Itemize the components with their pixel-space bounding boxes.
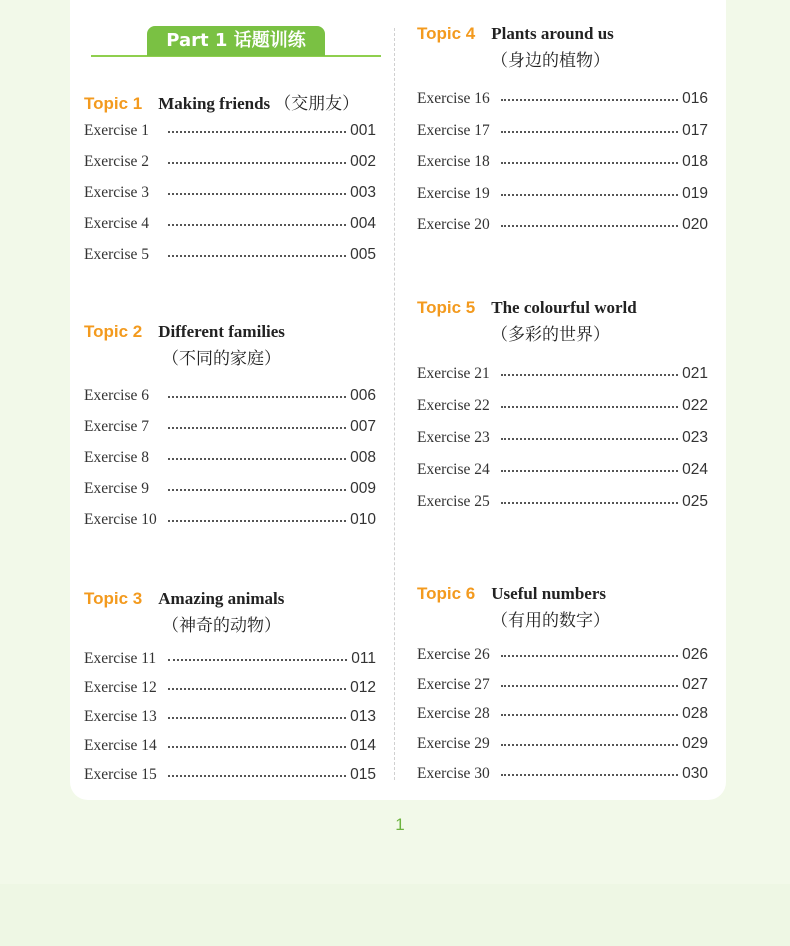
exercise-name: Exercise 26 [417,646,490,663]
topic-3-section [84,589,376,783]
exercise-page-number: 007 [350,418,376,435]
exercise-row [417,121,708,141]
exercise-page-number: 009 [350,480,376,497]
dot-leader [501,372,678,376]
exercise-row [84,121,376,141]
exercise-row [417,184,708,204]
topic-label: Topic 6 [417,584,476,603]
exercise-name: Exercise 12 [84,679,157,696]
exercise-row [84,479,376,499]
exercise-name: Exercise 2 [84,153,149,170]
exercise-page-number: 012 [350,679,376,696]
exercise-name: Exercise 1 [84,122,149,139]
topic-header [84,322,376,346]
exercise-page-number: 029 [682,735,708,753]
topic-label: Topic 1 [84,94,143,113]
dot-leader [501,500,678,504]
exercise-page-number: 013 [350,708,376,725]
topic-header [417,584,708,608]
exercise-page-number: 024 [682,461,708,478]
exercise-row [417,645,708,665]
exercise-row [84,183,376,203]
dot-leader [168,715,346,719]
dot-leader [501,468,678,472]
exercise-page-number: 016 [682,90,708,107]
exercise-row [84,214,376,234]
dot-leader [168,456,346,460]
exercise-row [84,448,376,468]
exercise-name: Exercise 14 [84,737,157,754]
exercise-name: Exercise 15 [84,766,157,783]
dot-leader [168,425,346,429]
exercise-name: Exercise 29 [417,735,490,753]
dot-leader [168,160,346,164]
exercise-page-number: 005 [350,246,376,263]
dot-leader [168,487,346,491]
topic-chinese-title: （身边的植物） [491,51,610,71]
dot-leader [501,192,678,196]
dot-leader [168,394,346,398]
exercise-row [417,428,708,448]
exercise-row [84,386,376,406]
dot-leader [501,712,678,716]
dot-leader [168,191,346,195]
exercise-name: Exercise 17 [417,121,490,139]
exercise-row [84,510,376,530]
exercise-row [417,89,708,109]
dot-leader [168,129,346,133]
exercise-name: Exercise 11 [84,650,157,667]
exercise-page-number: 017 [682,121,708,139]
dot-leader [168,657,347,661]
dot-leader [501,129,678,133]
exercise-name: Exercise 20 [417,216,490,233]
exercise-page-number: 006 [350,387,376,404]
exercise-page-number: 019 [682,184,708,202]
dot-leader [501,772,678,776]
topic-6-section [417,584,708,782]
exercise-name: Exercise 24 [417,461,490,478]
topic-chinese-title: （交朋友） [274,94,360,114]
topic-header [417,24,708,48]
exercise-name: Exercise 22 [417,397,490,414]
dot-leader [501,742,678,746]
exercise-name: Exercise 27 [417,675,490,693]
exercise-page-number: 015 [350,766,376,783]
exercise-page-number: 014 [350,737,376,754]
exercise-name: Exercise 16 [417,90,490,107]
exercise-page-number: 004 [350,215,376,232]
dot-leader [501,223,678,227]
exercise-page-number: 025 [682,493,708,510]
dot-leader [501,97,678,101]
topic-chinese-title: （多彩的世界） [491,325,610,345]
exercise-name: Exercise 18 [417,153,490,170]
exercise-page-number: 020 [682,216,708,233]
exercise-page-number: 023 [682,429,708,446]
exercise-page-number: 030 [682,764,708,782]
exercise-page-number: 027 [682,675,708,693]
dot-leader [168,518,346,522]
exercise-page-number: 021 [682,365,708,382]
topic-chinese-title: （有用的数字） [491,611,610,631]
dot-leader [501,436,678,440]
exercise-name: Exercise 21 [417,365,490,382]
exercise-row [417,215,708,235]
topic-2-section [84,322,376,528]
dot-leader [168,744,346,748]
topic-title: Plants around us [491,24,614,43]
dot-leader [501,160,678,164]
topic-title: The colourful world [491,298,637,317]
topic-title: Making friends [158,94,271,113]
topic-title: Different families [158,322,285,341]
dot-leader [501,683,678,687]
exercise-page-number: 003 [350,184,376,201]
page-number: 1 [395,815,405,834]
exercise-page-number: 018 [682,153,708,170]
exercise-row [84,765,376,785]
exercise-name: Exercise 7 [84,418,149,435]
exercise-row [417,704,708,724]
exercise-page-number: 008 [350,449,376,466]
topic-label: Topic 5 [417,298,476,317]
dot-leader [168,253,346,257]
exercise-name: Exercise 6 [84,387,149,404]
topic-header [84,89,376,113]
part-banner [91,26,381,58]
exercise-name: Exercise 3 [84,184,149,201]
exercise-name: Exercise 19 [417,184,490,202]
dot-leader [168,222,346,226]
column-divider [394,28,395,780]
exercise-page-number: 001 [350,122,376,139]
exercise-row [84,707,376,727]
dot-leader [501,653,678,657]
topic-title: Useful numbers [491,584,607,603]
topic-chinese-title: （神奇的动物） [162,616,281,636]
exercise-name: Exercise 4 [84,215,149,232]
exercise-page-number: 002 [350,153,376,170]
exercise-row [417,764,708,784]
exercise-row [417,492,708,512]
footer-band [0,884,790,946]
exercise-row [84,678,376,698]
dot-leader [168,773,346,777]
exercise-page-number: 026 [682,646,708,663]
topic-5-section [417,298,708,510]
exercise-row [417,396,708,416]
exercise-page-number: 010 [350,511,376,528]
dot-leader [501,404,678,408]
topic-chinese-title: （不同的家庭） [162,349,281,369]
exercise-row [84,417,376,437]
exercise-row [417,460,708,480]
exercise-row [84,245,376,265]
exercise-name: Exercise 8 [84,449,149,466]
exercise-page-number: 011 [351,650,376,667]
exercise-name: Exercise 10 [84,511,157,528]
topic-label: Topic 4 [417,24,476,43]
topic-label: Topic 3 [84,589,143,608]
exercise-name: Exercise 23 [417,429,490,446]
exercise-row [417,152,708,172]
exercise-row [84,736,376,756]
topic-header [417,298,708,322]
exercise-row [84,152,376,172]
exercise-row [84,649,376,669]
topic-label: Topic 2 [84,322,143,341]
topic-header [84,589,376,613]
exercise-page-number: 028 [682,705,708,723]
exercise-name: Exercise 28 [417,705,490,723]
exercise-page-number: 022 [682,397,708,414]
exercise-name: Exercise 13 [84,708,157,725]
exercise-name: Exercise 9 [84,480,149,497]
exercise-row [417,675,708,695]
topic-1-section [84,89,376,263]
dot-leader [168,686,346,690]
exercise-name: Exercise 5 [84,246,149,263]
exercise-row [417,734,708,754]
topic-title: Amazing animals [158,589,285,608]
exercise-name: Exercise 25 [417,493,490,510]
exercise-name: Exercise 30 [417,764,490,782]
part-title: Part 1 话题训练 [147,26,325,56]
topic-4-section [417,24,708,233]
exercise-row [417,364,708,384]
